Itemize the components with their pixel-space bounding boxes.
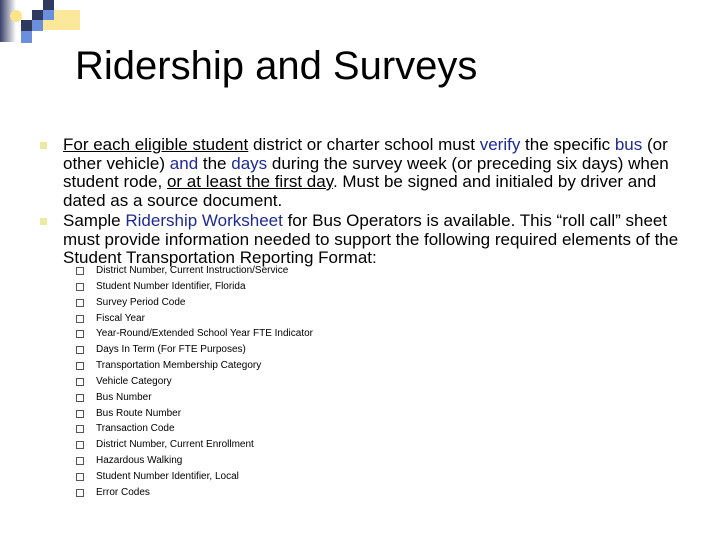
sub-item-label: District Number, Current Instruction/Service <box>96 265 289 276</box>
checkbox-bullet-icon <box>76 410 84 418</box>
highlighted-text: verify <box>479 135 521 154</box>
sub-list-item <box>76 342 313 358</box>
sub-list-item <box>76 279 313 295</box>
checkbox-bullet-icon <box>76 441 84 449</box>
sub-list-item <box>76 390 313 406</box>
sub-list-item <box>76 326 313 342</box>
sub-item-label: Hazardous Walking <box>96 455 183 467</box>
checkbox-bullet-icon <box>76 489 84 497</box>
checkbox-bullet-icon <box>76 378 84 386</box>
sub-item-label: Transportation Membership Category <box>96 360 262 372</box>
bullet-item <box>40 212 690 268</box>
checkbox-bullet-icon <box>76 330 84 338</box>
sub-list-item <box>76 295 313 311</box>
sub-item-label: Survey Period Code <box>96 296 186 308</box>
sub-item-label: District Number, Current Enrollment <box>96 439 254 451</box>
highlighted-text: and <box>169 153 199 173</box>
sub-list-item <box>76 437 313 453</box>
bullet-list <box>40 136 690 270</box>
bullet-text: the specific <box>520 135 615 154</box>
square-bullet-icon <box>40 218 47 225</box>
checkbox-bullet-icon <box>76 283 84 291</box>
bullet-text: the <box>198 153 232 173</box>
sub-item-label: Transaction Code <box>96 423 175 435</box>
sub-item-label: Student Number Identifier, Local <box>96 470 239 482</box>
checkbox-bullet-icon <box>76 299 84 307</box>
bullet-text: during the survey week (or preceding six days) when student rode, <box>63 153 669 191</box>
sub-list-item <box>76 453 313 469</box>
checkbox-bullet-icon <box>76 457 84 465</box>
sub-list-item <box>76 374 313 390</box>
checkbox-bullet-icon <box>76 362 84 370</box>
checkbox-bullet-icon <box>76 267 84 275</box>
slide-title: Ridership and Surveys <box>75 44 478 88</box>
bullet-text: district or charter school must <box>248 135 480 154</box>
sub-list-item <box>76 406 313 422</box>
checkbox-bullet-icon <box>76 473 84 481</box>
sub-item-label: Fiscal Year <box>96 312 145 324</box>
sub-list-item <box>76 358 313 374</box>
sub-item-list <box>76 263 313 501</box>
sub-item-label: Year-Round/Extended School Year FTE Indicator <box>96 328 313 340</box>
bullet-text: Sample <box>63 211 126 230</box>
underlined-text: or at least the first day <box>166 172 333 191</box>
sub-item-label: Vehicle Category <box>96 375 172 387</box>
bullet-text: (or other vehicle) <box>63 135 668 173</box>
checkbox-bullet-icon <box>76 346 84 354</box>
checkbox-bullet-icon <box>76 394 84 402</box>
checkbox-bullet-icon <box>76 425 84 433</box>
decorative-logo <box>0 0 80 45</box>
bullet-item <box>40 136 690 210</box>
square-bullet-icon <box>40 142 47 149</box>
sub-list-item <box>76 421 313 437</box>
bullet-text: . Must be signed and initialed by driver and dated as a source document. <box>63 172 657 210</box>
sub-item-label: Error Codes <box>96 486 150 498</box>
sub-list-item <box>76 263 313 279</box>
bullet-text: for Bus Operators is available. This “roll call” sheet must provide information needed to support the following required elements of the Student Transportation Reporting Format: <box>63 211 679 267</box>
sub-list-item <box>76 311 313 327</box>
sub-list-item <box>76 469 313 485</box>
highlighted-text: Ridership Worksheet <box>125 211 283 230</box>
underlined-text: For each eligible student <box>63 135 249 154</box>
sub-list-item <box>76 485 313 501</box>
sub-item-label: Days In Term (For FTE Purposes) <box>96 344 246 356</box>
highlighted-text: days <box>231 153 268 173</box>
sub-item-label: Bus Route Number <box>96 407 182 419</box>
checkbox-bullet-icon <box>76 315 84 323</box>
sub-item-label: Student Number Identifier, Florida <box>96 280 246 292</box>
highlighted-text: bus <box>614 135 643 154</box>
sub-item-label: Bus Number <box>96 391 152 403</box>
